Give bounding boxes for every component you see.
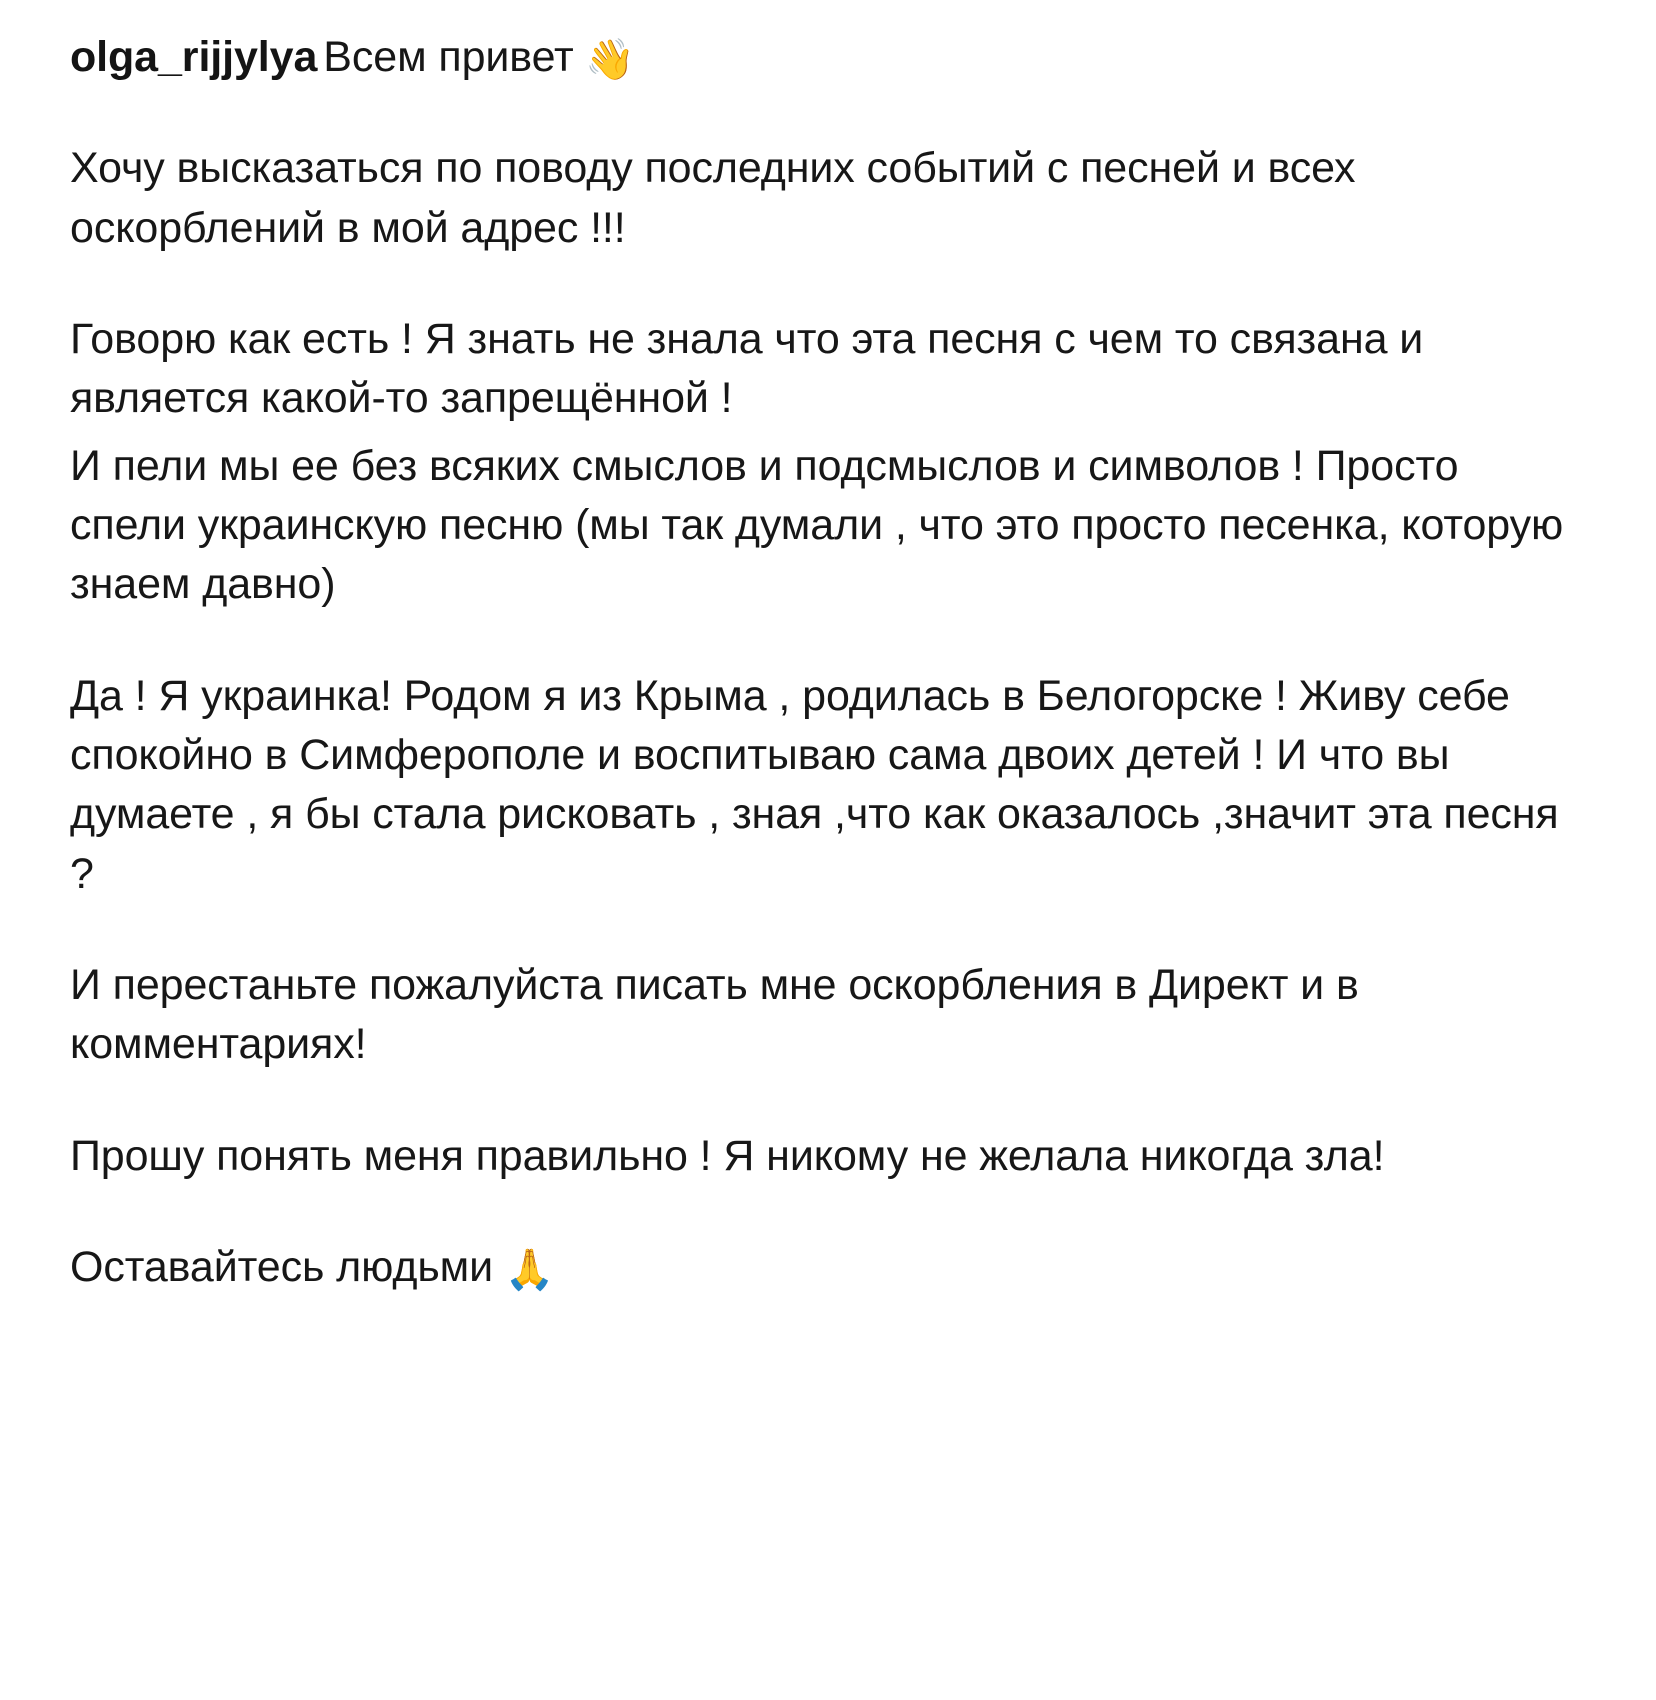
- closing-text: Оставайтесь людьми: [70, 1242, 494, 1291]
- caption-paragraph-4: Да ! Я украинка! Родом я из Крыма , родилась в Белогорске ! Живу себе спокойно в Симферополе и воспитываю сама двоих детей ! И что вы думаете , я бы стала рисковать , зная ,что как оказалось ,значит эта песня ?: [70, 671, 1559, 898]
- caption-paragraph-5: И перестаньте пожалуйста писать мне оскорбления в Директ и в комментариях!: [70, 960, 1359, 1069]
- paragraph-spacer: [70, 615, 1586, 667]
- paragraph-spacer: [70, 904, 1586, 956]
- username-link[interactable]: olga_rijjylya: [70, 33, 318, 81]
- caption-paragraph-3: И пели мы ее без всяких смыслов и подсмыслов и символов ! Просто спели украинскую песню (мы так думали , что это просто песенка, которую знаем давно): [70, 441, 1564, 609]
- paragraph-spacer: [70, 1075, 1586, 1127]
- paragraph-spacer: [70, 87, 1586, 139]
- greeting-text: Всем привет: [323, 33, 574, 81]
- caption-paragraph-2: Говорю как есть ! Я знать не знала что эта песня с чем то связана и является какой-то запрещённой !: [70, 314, 1424, 423]
- folded-hands-emoji-icon: 🙏: [504, 1246, 555, 1293]
- waving-hand-emoji-icon: 👋: [585, 37, 636, 83]
- line-spacer: [70, 429, 1586, 437]
- caption-first-line: [70, 28, 1586, 87]
- caption-paragraph-1: Хочу высказаться по поводу последних событий с песней и всех оскорблений в мой адрес !!!: [70, 144, 1356, 252]
- caption-paragraph-6: Прошу понять меня правильно ! Я никому не желала никогда зла!: [70, 1131, 1385, 1180]
- caption-text: [70, 28, 1586, 1297]
- caption-closing-line: [70, 1238, 1586, 1297]
- paragraph-spacer: [70, 258, 1586, 310]
- paragraph-spacer: [70, 1186, 1586, 1238]
